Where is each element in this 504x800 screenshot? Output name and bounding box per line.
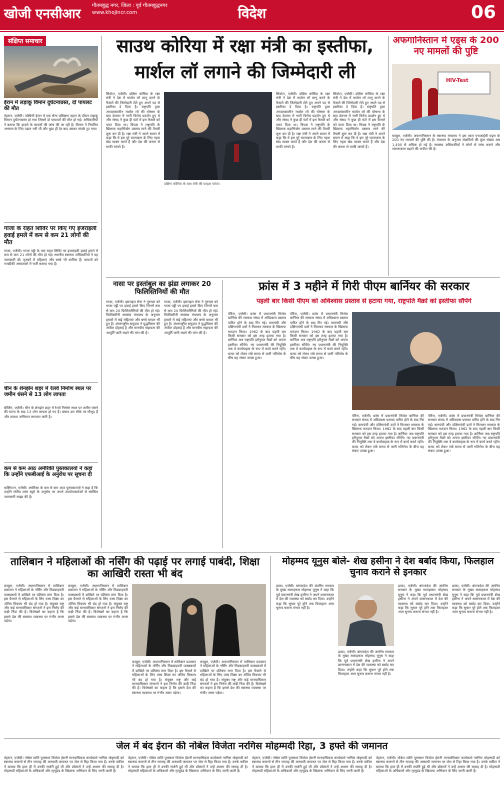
- iran-jail-headline: जेल में बंद ईरान की नोबेल विजेता नरगिस मोहम्मदी रिहा, 3 हफ्ते की जमानत: [116, 741, 388, 752]
- lead-photo: [164, 92, 272, 180]
- portrait-illustration: [338, 584, 394, 646]
- masthead-brand: खोजी एनसीआर: [4, 7, 81, 22]
- section-rule: [106, 277, 500, 278]
- taliban-body-col4: काबुल, एजेंसी। अफगानिस्तान में तालिबान प्रशासन ने महिलाओं के नर्सिंग और मिडवाइफरी पाठ्यक्रमों में दाखिले पर प्रतिबंध लगा दिया है। इस फैसले से महिलाओं के लिए उच्च शिक्षा का अंतिम विकल्प भी बंद हो गया है। संयुक्त राष्ट्र और कई मानवाधिकार संगठनों ने इस निर्णय की कड़ी निंदा की है। विशेषज्ञों का कहना है कि इससे देश की स्वास्थ्य व्यवस्था पर गंभीर असर पड़ेगा।: [200, 660, 266, 695]
- sidebar-photo: [4, 46, 98, 98]
- sidebar-item4-title: कम से कम आठ अमेरिकी पुस्तकालयों ने कहा कि उन्होंने एफबीआई के अनुरोध पर सूचना दी: [4, 466, 93, 479]
- hiv-body: काबुल, एजेंसी। अफगानिस्तान के स्वास्थ्य मंत्रालय ने इस साल एचआईवी एड्स के 200 नए मामलों की पुष्टि की है। मंत्रालय के अनुसार संक्रमितों की कुल संख्या अब 1,400 से अधिक हो गई है। स्वास्थ्य अधिकारियों ने लोगों से जांच कराने और जागरूकता बढ़ाने की अपील की है।: [392, 134, 500, 152]
- column-rule: [101, 36, 102, 548]
- sidebar-divider: [4, 222, 98, 223]
- sidebar-item1-title: ईरान में लड़ाकू विमान दुर्घटनाग्रस्त, दो पायलट की मौत: [4, 100, 92, 113]
- sidebar-item2-body: गाजा, एजेंसी। गाजा पट्टी के एक राहत शिविर पर इजराइली हवाई हमले में कम से कम 21 लोगों की मौत हो गई। स्थानीय स्वास्थ्य अधिकारियों ने यह जानकारी दी। मृतकों में महिलाएं और बच्चे भी शामिल हैं। घायलों को नजदीकी अस्पतालों में भर्ती कराया गया है।: [4, 249, 98, 267]
- france-headline: फ्रांस में 3 महीने में गिरी पीएम बार्नियर की सरकार: [258, 280, 470, 293]
- parliament-illustration: [352, 312, 500, 410]
- taliban-body: काबुल, एजेंसी। अफगानिस्तान में तालिबान प्रशासन ने महिलाओं के नर्सिंग और मिडवाइफरी पाठ्यक्रमों में दाखिले पर प्रतिबंध लगा दिया है। इस फैसले से महिलाओं के लिए उच्च शिक्षा का अंतिम विकल्प भी बंद हो गया है। संयुक्त राष्ट्र और कई मानवाधिकार संगठनों ने इस निर्णय की कड़ी निंदा की है। विशेषज्ञों का कहना है कि इससे देश की स्वास्थ्य व्यवस्था पर गंभीर असर पड़ेगा।: [4, 584, 64, 624]
- france-subhead: पहली बार किसी पीएम को अविश्वास प्रस्ताव से हटाया गया, राष्ट्रपति मैक्रों को इस्तीफा सौंपेंगे: [256, 298, 472, 305]
- lead-photo-caption: दक्षिण कोरिया के रक्षा मंत्री की फाइल फोटो।: [164, 182, 220, 186]
- iran-jail-body-col4: तेहरान, एजेंसी। नोबेल शांति पुरस्कार विजेता ईरानी मानवाधिकार कार्यकर्ता नरगिस मोहम्मदी को स्वास्थ्य कारणों से तीन सप्ताह की अस्थायी जमानत पर जेल से रिहा किया गया है। उनके वकील ने बताया कि हाल ही में उनकी सर्जरी हुई थी और डॉक्टरों ने उन्हें आराम की सलाह दी है। मोहम्मदी महिलाओं के अधिकारों और मृत्युदंड के खिलाफ अभियान के लिए जानी जाती हैं।: [376, 756, 500, 774]
- section-rule: [4, 738, 500, 739]
- lead-headline-line2: मार्शल लॉ लगाने की जिम्मेदारी ली: [134, 62, 356, 83]
- mid-body: गाजा, एजेंसी। इसराइल सेना ने गुरुवार को गाजा पट्टी पर हवाई हमले किए जिनमें कम से कम 20 फिलिस्तीनियों की मौत हो गई। फिलिस्तीनी स्वास्थ्य मंत्रालय के अनुसार हमलों में कई महिलाएं और बच्चे घायल भी हुए हैं। अंतरराष्ट्रीय समुदाय ने युद्धविराम की अपील दोहराई है और मानवीय सहायता की आपूर्ति जारी रखने की मांग की है।: [106, 300, 160, 335]
- column-rule: [270, 556, 271, 734]
- column-rule: [222, 280, 223, 548]
- sidebar-divider: [4, 382, 98, 383]
- page-number: 06: [470, 2, 496, 23]
- aircraft-crash-illustration: [4, 46, 98, 98]
- sidebar-tag: संक्षिप्त समाचार: [4, 36, 46, 46]
- women-students-illustration: [132, 584, 266, 656]
- taliban-photo: [132, 584, 266, 656]
- officials-illustration: [164, 92, 272, 180]
- yunus-body-col3: ढाका, एजेंसी। बांग्लादेश की अंतरिम सरकार के मुख्य सलाहकार मोहम्मद यूनुस ने कहा कि पूर्व प्रधानमंत्री शेख हसीना ने अपने शासनकाल में देश की व्यवस्था को बर्बाद कर दिया। उन्होंने कहा कि सुधार पूरे होने तक फिलहाल आम चुनाव कराना संभव नहीं है।: [398, 584, 448, 615]
- masthead-meta-line2: www.khojincr.com: [92, 10, 138, 16]
- taliban-body-col2: काबुल, एजेंसी। अफगानिस्तान में तालिबान प्रशासन ने महिलाओं के नर्सिंग और मिडवाइफरी पाठ्यक्रमों में दाखिले पर प्रतिबंध लगा दिया है। इस फैसले से महिलाओं के लिए उच्च शिक्षा का अंतिम विकल्प भी बंद हो गया है। संयुक्त राष्ट्र और कई मानवाधिकार संगठनों ने इस निर्णय की कड़ी निंदा की है। विशेषज्ञों का कहना है कि इससे देश की स्वास्थ्य व्यवस्था पर गंभीर असर पड़ेगा।: [68, 584, 128, 624]
- france-body-col2: पेरिस, एजेंसी। फ्रांस में प्रधानमंत्री मिशेल बार्नियर की सरकार संसद में अविश्वास प्रस्ताव पारित होने के बाद गिर गई। वामपंथी और दक्षिणपंथी दलों ने मिलकर सरकार के खिलाफ मतदान किया। 1962 के बाद पहली बार किसी सरकार को इस तरह हटाया गया है। बार्नियर अब राष्ट्रपति इमैनुएल मैक्रों को अपना इस्तीफा सौंपेंगे। नए प्रधानमंत्री की नियुक्ति तक वे कार्यवाहक के रूप में कार्य करते रहेंगे। बजट को लेकर लंबे समय से जारी गतिरोध के बीच यह संकट उत्पन्न हुआ।: [290, 312, 348, 361]
- iran-jail-body-col2: तेहरान, एजेंसी। नोबेल शांति पुरस्कार विजेता ईरानी मानवाधिकार कार्यकर्ता नरगिस मोहम्मदी को स्वास्थ्य कारणों से तीन सप्ताह की अस्थायी जमानत पर जेल से रिहा किया गया है। उनके वकील ने बताया कि हाल ही में उनकी सर्जरी हुई थी और डॉक्टरों ने उन्हें आराम की सलाह दी है। मोहम्मदी महिलाओं के अधिकारों और मृत्युदंड के खिलाफ अभियान के लिए जानी जाती हैं।: [128, 756, 248, 774]
- blood-test-illustration: [392, 64, 500, 130]
- sidebar-item2-title: गाजा के राहत शिविर पर किए गए इजराइली हवाई हमले में कम से कम 21 लोगों की मौत: [4, 226, 97, 246]
- france-body-col4: पेरिस, एजेंसी। फ्रांस में प्रधानमंत्री मिशेल बार्नियर की सरकार संसद में अविश्वास प्रस्ताव पारित होने के बाद गिर गई। वामपंथी और दक्षिणपंथी दलों ने मिलकर सरकार के खिलाफ मतदान किया। 1962 के बाद पहली बार किसी सरकार को इस तरह हटाया गया है। बार्नियर अब राष्ट्रपति इमैनुएल मैक्रों को अपना इस्तीफा सौंपेंगे। नए प्रधानमंत्री की नियुक्ति तक वे कार्यवाहक के रूप में कार्य करते रहेंगे। बजट को लेकर लंबे समय से जारी गतिरोध के बीच यह संकट उत्पन्न हुआ।: [428, 414, 500, 454]
- yunus-photo: [338, 584, 394, 646]
- hiv-headline: अफगानिस्तान में एड्स के 200 नए मामलों की पुष्टि: [392, 36, 500, 57]
- yunus-body-col2: ढाका, एजेंसी। बांग्लादेश की अंतरिम सरकार के मुख्य सलाहकार मोहम्मद यूनुस ने कहा कि पूर्व प्रधानमंत्री शेख हसीना ने अपने शासनकाल में देश की व्यवस्था को बर्बाद कर दिया। उन्होंने कहा कि सुधार पूरे होने तक फिलहाल आम चुनाव कराना संभव नहीं है।: [338, 650, 394, 677]
- mid-headline: नासा पर इस्तांबुल का झंडा लगाकर 20 फिलिस्तिनियों की मौत: [112, 280, 211, 297]
- sidebar-item3-body: बीजिंग, एजेंसी। चीन के शेनझेन शहर में रेलवे निर्माण स्थल पर जमीन धंसने की घटना के बाद 13 लोग लापता हो गए हैं। बचाव दल मौके पर मौजूद हैं और तलाश अभियान लगातार जारी है।: [4, 406, 98, 419]
- hiv-photo: [392, 64, 500, 130]
- iran-jail-body-col3: तेहरान, एजेंसी। नोबेल शांति पुरस्कार विजेता ईरानी मानवाधिकार कार्यकर्ता नरगिस मोहम्मदी को स्वास्थ्य कारणों से तीन सप्ताह की अस्थायी जमानत पर जेल से रिहा किया गया है। उनके वकील ने बताया कि हाल ही में उनकी सर्जरी हुई थी और डॉक्टरों ने उन्हें आराम की सलाह दी है। मोहम्मदी महिलाओं के अधिकारों और मृत्युदंड के खिलाफ अभियान के लिए जानी जाती हैं।: [252, 756, 372, 774]
- sidebar-item1-body: तेहरान, एजेंसी। पश्चिमी ईरान में एक सैन्य प्रशिक्षण उड़ान के दौरान लड़ाकू विमान दुर्घटनाग्रस्त हो गया जिसमें दो पायलटों की मौत हो गई। अधिकारियों ने बताया कि हादसे के कारणों की जांच की जा रही है। विमान ने नियमित अभ्यास के लिए उड़ान भरी थी और कुछ ही देर बाद उसका संपर्क टूट गया।: [4, 114, 98, 132]
- section-title: विदेश: [237, 6, 267, 22]
- lead-headline-line1: साउथ कोरिया में रक्षा मंत्री का इस्तीफा,: [116, 36, 374, 57]
- france-body-col3: पेरिस, एजेंसी। फ्रांस में प्रधानमंत्री मिशेल बार्नियर की सरकार संसद में अविश्वास प्रस्ताव पारित होने के बाद गिर गई। वामपंथी और दक्षिणपंथी दलों ने मिलकर सरकार के खिलाफ मतदान किया। 1962 के बाद पहली बार किसी सरकार को इस तरह हटाया गया है। बार्नियर अब राष्ट्रपति इमैनुएल मैक्रों को अपना इस्तीफा सौंपेंगे। नए प्रधानमंत्री की नियुक्ति तक वे कार्यवाहक के रूप में कार्य करते रहेंगे। बजट को लेकर लंबे समय से जारी गतिरोध के बीच यह संकट उत्पन्न हुआ।: [352, 414, 424, 454]
- sidebar-divider: [4, 462, 98, 463]
- yunus-body: ढाका, एजेंसी। बांग्लादेश की अंतरिम सरकार के मुख्य सलाहकार मोहम्मद यूनुस ने कहा कि पूर्व प्रधानमंत्री शेख हसीना ने अपने शासनकाल में देश की व्यवस्था को बर्बाद कर दिया। उन्होंने कहा कि सुधार पूरे होने तक फिलहाल आम चुनाव कराना संभव नहीं है।: [276, 584, 334, 611]
- france-body: पेरिस, एजेंसी। फ्रांस में प्रधानमंत्री मिशेल बार्नियर की सरकार संसद में अविश्वास प्रस्ताव पारित होने के बाद गिर गई। वामपंथी और दक्षिणपंथी दलों ने मिलकर सरकार के खिलाफ मतदान किया। 1962 के बाद पहली बार किसी सरकार को इस तरह हटाया गया है। बार्नियर अब राष्ट्रपति इमैनुएल मैक्रों को अपना इस्तीफा सौंपेंगे। नए प्रधानमंत्री की नियुक्ति तक वे कार्यवाहक के रूप में कार्य करते रहेंगे। बजट को लेकर लंबे समय से जारी गतिरोध के बीच यह संकट उत्पन्न हुआ।: [228, 312, 286, 361]
- column-rule: [388, 36, 389, 276]
- header-rule: [0, 31, 504, 32]
- lead-body-col3: सियोल, एजेंसी। दक्षिण कोरिया के रक्षा मंत्री ने देश में मार्शल लॉ लागू करने के फैसले की जिम्मेदारी लेते हुए अपने पद से इस्तीफा दे दिया है। राष्ट्रपति द्वारा आपातकालीन मार्शल लॉ की घोषणा के बाद देशभर में भारी विरोध प्रदर्शन हुए थे और संसद ने कुछ ही घंटों में इस फैसले को पलट दिया था। विपक्ष ने राष्ट्रपति के खिलाफ महाभियोग प्रस्ताव लाने की तैयारी शुरू कर दी है। रक्षा मंत्री ने अपने बयान में कहा कि वे इस पूरे घटनाक्रम के लिए गहरा खेद व्यक्त करते हैं और देश की जनता से माफी मांगते हैं।: [333, 92, 385, 149]
- sidebar-item3-title: चीन के शेनझेन शहर में रेलवे निर्माण स्थल पर जमीन धंसने से 13 लोग लापता: [4, 386, 92, 399]
- page-header: [0, 0, 504, 30]
- yunus-headline: मोहम्मद यूनुस बोले- शेख हसीना ने देश बर्बाद किया, फिलहाल चुनाव कराने से इनकार: [282, 556, 494, 579]
- masthead-meta-line1: गौतमबुद्ध नगर, जिला : पूर्व गौतमबुद्धनगर: [92, 3, 168, 9]
- sidebar-item4-body: वाशिंगटन, एजेंसी। अमेरिका के कम से कम आठ पुस्तकालयों ने कहा है कि उन्होंने संघीय जांच ब्यूरो के अनुरोध पर अपने उपयोगकर्ताओं से संबंधित जानकारी साझा की है।: [4, 486, 98, 499]
- lead-body-col2: सियोल, एजेंसी। दक्षिण कोरिया के रक्षा मंत्री ने देश में मार्शल लॉ लागू करने के फैसले की जिम्मेदारी लेते हुए अपने पद से इस्तीफा दे दिया है। राष्ट्रपति द्वारा आपातकालीन मार्शल लॉ की घोषणा के बाद देशभर में भारी विरोध प्रदर्शन हुए थे और संसद ने कुछ ही घंटों में इस फैसले को पलट दिया था। विपक्ष ने राष्ट्रपति के खिलाफ महाभियोग प्रस्ताव लाने की तैयारी शुरू कर दी है। रक्षा मंत्री ने अपने बयान में कहा कि वे इस पूरे घटनाक्रम के लिए गहरा खेद व्यक्त करते हैं और देश की जनता से माफी मांगते हैं।: [276, 92, 330, 149]
- taliban-body-col3: काबुल, एजेंसी। अफगानिस्तान में तालिबान प्रशासन ने महिलाओं के नर्सिंग और मिडवाइफरी पाठ्यक्रमों में दाखिले पर प्रतिबंध लगा दिया है। इस फैसले से महिलाओं के लिए उच्च शिक्षा का अंतिम विकल्प भी बंद हो गया है। संयुक्त राष्ट्र और कई मानवाधिकार संगठनों ने इस निर्णय की कड़ी निंदा की है। विशेषज्ञों का कहना है कि इससे देश की स्वास्थ्य व्यवस्था पर गंभीर असर पड़ेगा।: [132, 660, 196, 695]
- section-rule: [4, 552, 500, 553]
- lead-body: सियोल, एजेंसी। दक्षिण कोरिया के रक्षा मंत्री ने देश में मार्शल लॉ लागू करने के फैसले की जिम्मेदारी लेते हुए अपने पद से इस्तीफा दे दिया है। राष्ट्रपति द्वारा आपातकालीन मार्शल लॉ की घोषणा के बाद देशभर में भारी विरोध प्रदर्शन हुए थे और संसद ने कुछ ही घंटों में इस फैसले को पलट दिया था। विपक्ष ने राष्ट्रपति के खिलाफ महाभियोग प्रस्ताव लाने की तैयारी शुरू कर दी है। रक्षा मंत्री ने अपने बयान में कहा कि वे इस पूरे घटनाक्रम के लिए गहरा खेद व्यक्त करते हैं और देश की जनता से माफी मांगते हैं।: [106, 92, 160, 149]
- yunus-body-col4: ढाका, एजेंसी। बांग्लादेश की अंतरिम सरकार के मुख्य सलाहकार मोहम्मद यूनुस ने कहा कि पूर्व प्रधानमंत्री शेख हसीना ने अपने शासनकाल में देश की व्यवस्था को बर्बाद कर दिया। उन्होंने कहा कि सुधार पूरे होने तक फिलहाल आम चुनाव कराना संभव नहीं है।: [452, 584, 500, 615]
- hiv-test-label: HIV-Test: [446, 78, 469, 84]
- taliban-headline: तालिबान ने महिलाओं की नर्सिंग की पढ़ाई पर लगाई पाबंदी, शिक्षा का आखिरी रास्ता भी बंद: [10, 556, 260, 581]
- iran-jail-body: तेहरान, एजेंसी। नोबेल शांति पुरस्कार विजेता ईरानी मानवाधिकार कार्यकर्ता नरगिस मोहम्मदी को स्वास्थ्य कारणों से तीन सप्ताह की अस्थायी जमानत पर जेल से रिहा किया गया है। उनके वकील ने बताया कि हाल ही में उनकी सर्जरी हुई थी और डॉक्टरों ने उन्हें आराम की सलाह दी है। मोहम्मदी महिलाओं के अधिकारों और मृत्युदंड के खिलाफ अभियान के लिए जानी जाती हैं।: [4, 756, 124, 774]
- mid-body-col2: गाजा, एजेंसी। इसराइल सेना ने गुरुवार को गाजा पट्टी पर हवाई हमले किए जिनमें कम से कम 20 फिलिस्तीनियों की मौत हो गई। फिलिस्तीनी स्वास्थ्य मंत्रालय के अनुसार हमलों में कई महिलाएं और बच्चे घायल भी हुए हैं। अंतरराष्ट्रीय समुदाय ने युद्धविराम की अपील दोहराई है और मानवीय सहायता की आपूर्ति जारी रखने की मांग की है।: [164, 300, 218, 335]
- france-photo: [352, 312, 500, 410]
